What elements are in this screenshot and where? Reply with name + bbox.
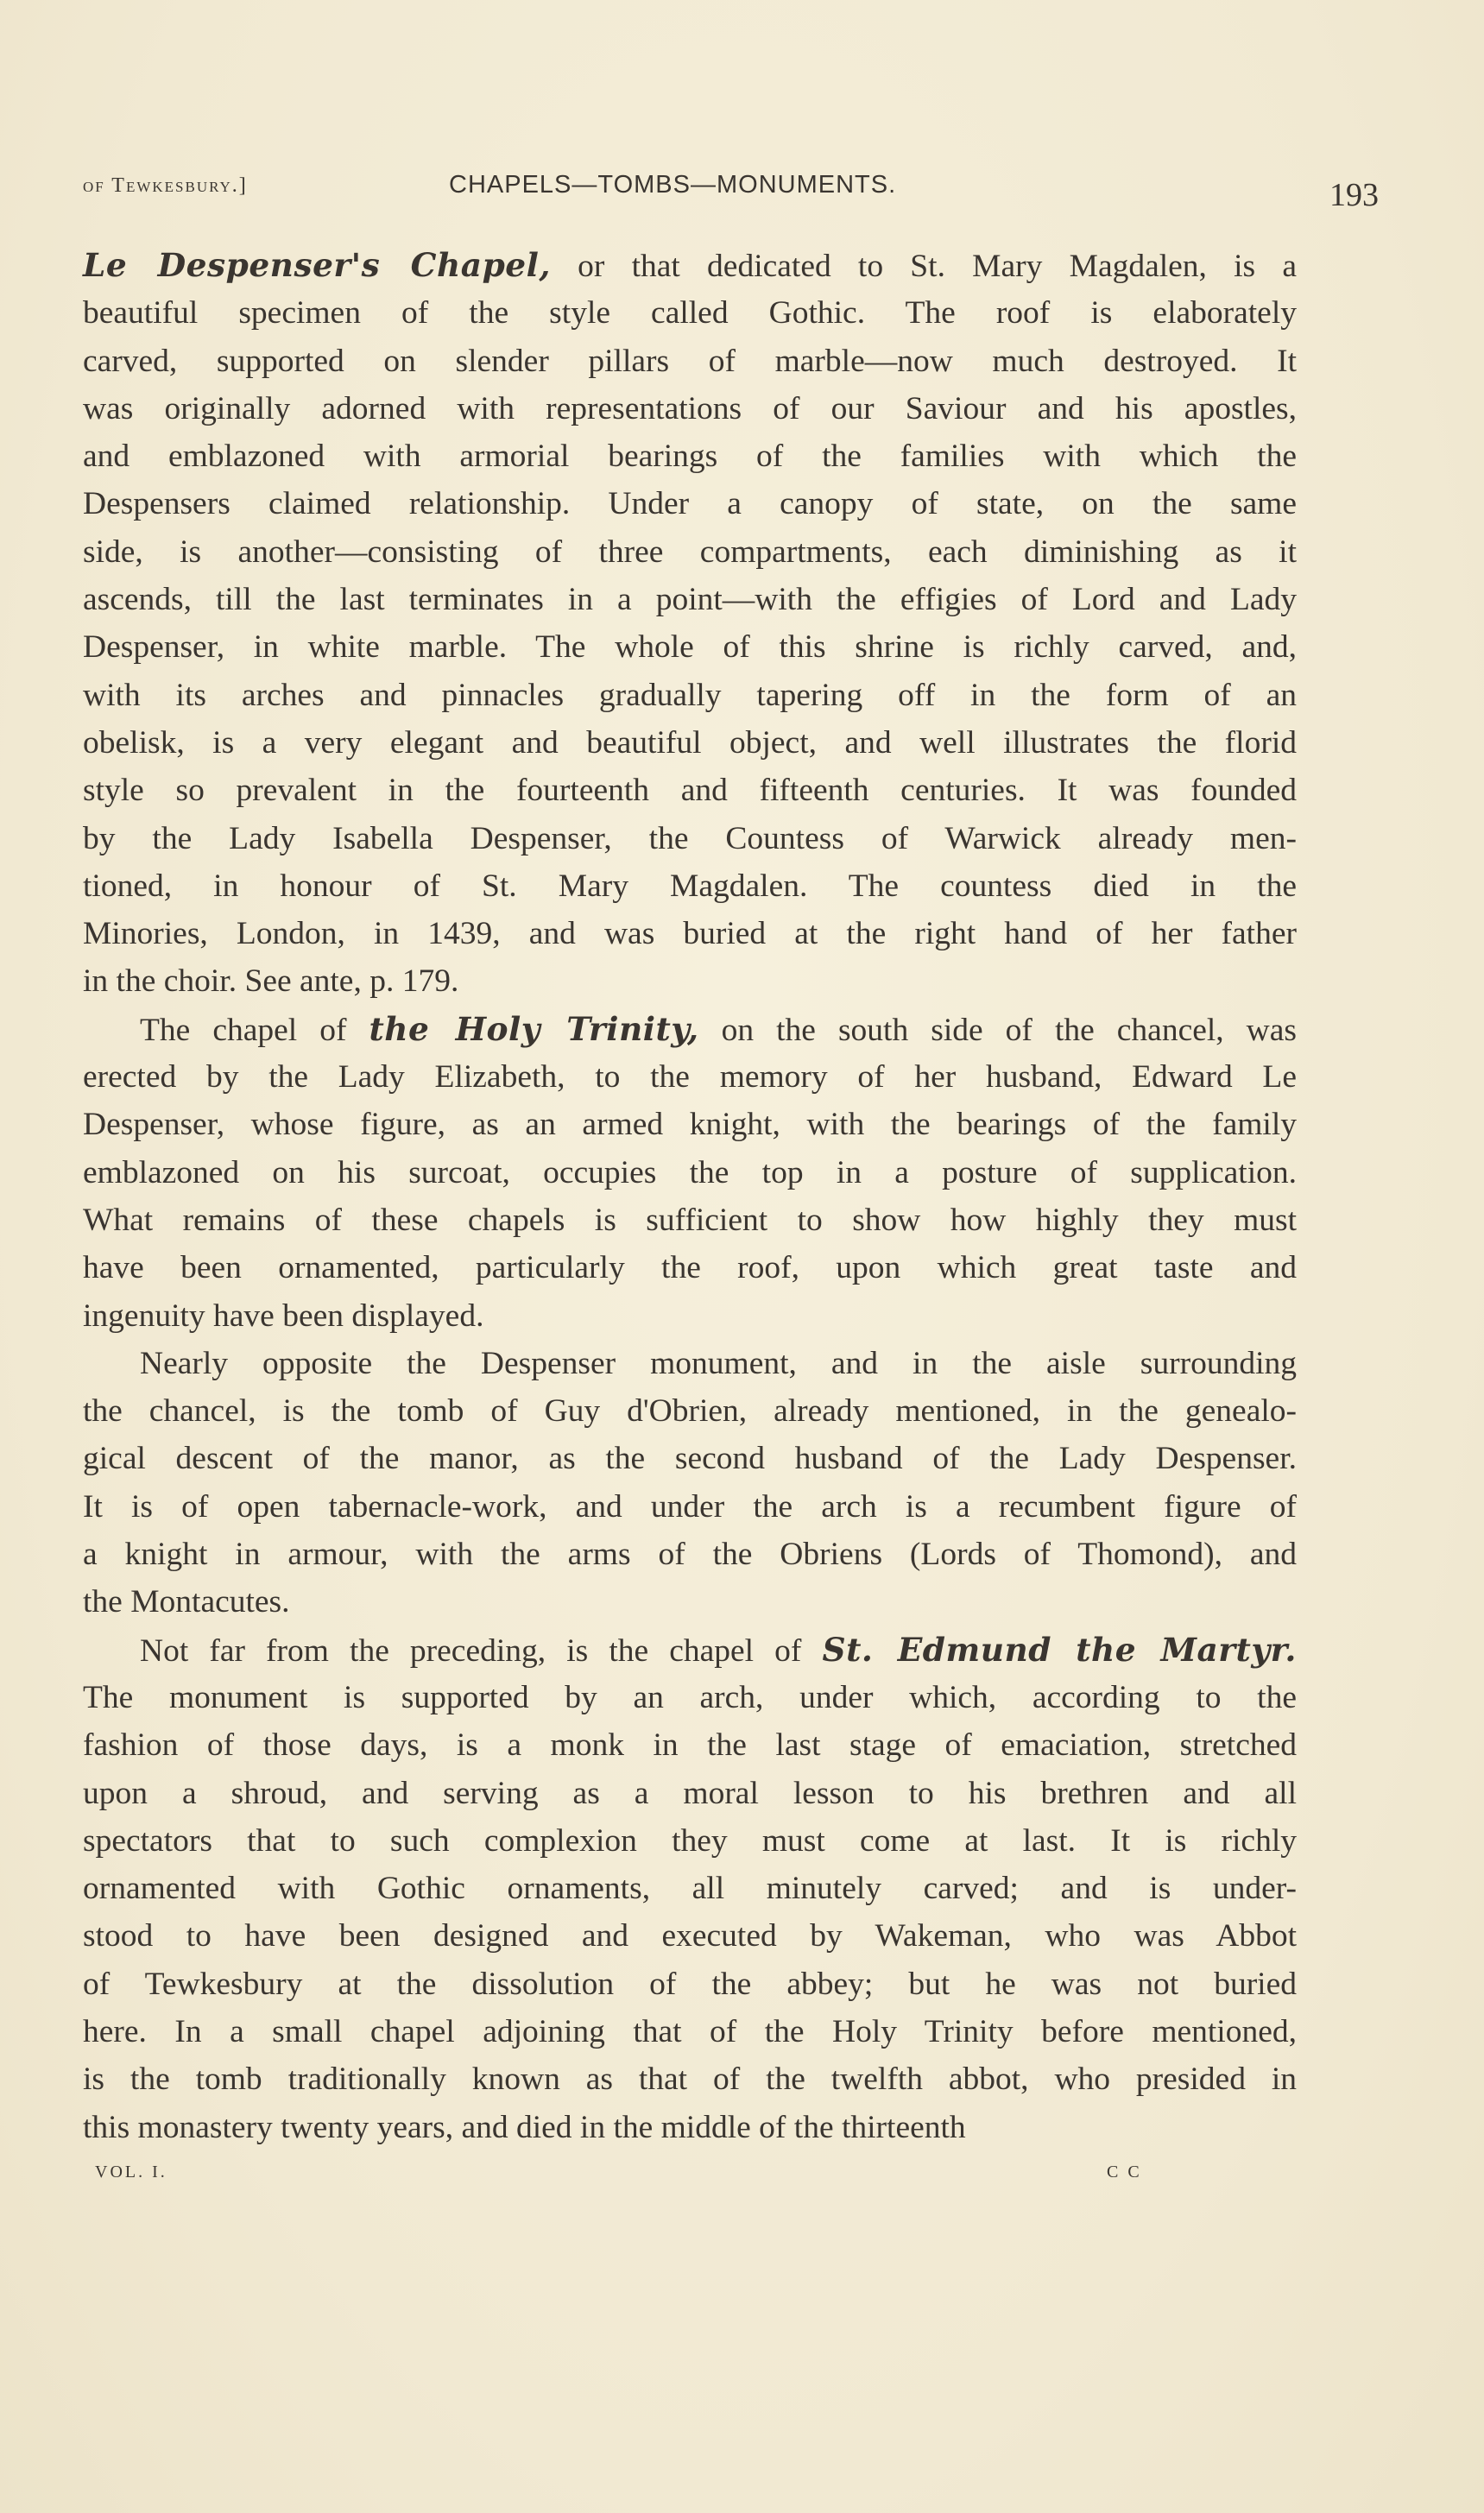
text-line: [83, 1483, 1297, 1531]
text-segment: Not far from the preceding, is the chapel of: [140, 1632, 823, 1669]
text-line: [83, 1149, 1297, 1197]
text-segment: beautiful specimen of the style called Gothic. The roof is elaborately: [83, 295, 1297, 331]
text-segment: Despensers claimed relationship. Under a canopy of state, on the same: [83, 486, 1297, 522]
volume-mark: VOL. I.: [95, 2163, 167, 2182]
running-head-left: of Tewkesbury.]: [83, 174, 248, 197]
text-line: [83, 1865, 1297, 1912]
text-line: [83, 1340, 1297, 1387]
running-head: [83, 171, 1379, 214]
text-segment: here. In a small chapel adjoining that of the Holy Trinity before mentioned,: [83, 2013, 1297, 2049]
text-segment: side, is another—consisting of three compartments, each diminishing as it: [83, 534, 1297, 570]
text-segment: of Tewkesbury at the dissolution of the abbey; but he was not buried: [83, 1966, 1297, 2002]
text-segment: carved, supported on slender pillars of marble—now much destroyed. It: [83, 343, 1297, 379]
text-segment: ascends, till the last terminates in a point—with the effigies of Lord and Lady: [83, 582, 1297, 618]
text-segment: spectators that to such complexion they must come at last. It is richly: [83, 1822, 1297, 1859]
text-segment: was originally adorned with representations of our Saviour and his apostles,: [83, 390, 1297, 426]
text-line: [83, 957, 1297, 1005]
running-head-title: CHAPELS—TOMBS—MONUMENTS.: [449, 171, 897, 199]
text-line: [83, 1435, 1297, 1482]
text-segment: gical descent of the manor, as the second husband of the Lady Despenser.: [83, 1441, 1297, 1477]
text-segment: ornamented with Gothic ornaments, all minutely carved; and is under-: [83, 1871, 1297, 1907]
text-line: [83, 1244, 1297, 1291]
text-line: [83, 1053, 1297, 1101]
text-line: [83, 338, 1297, 385]
blackletter-heading: the Holy Trinity,: [369, 1009, 699, 1048]
text-segment: The chapel of: [140, 1012, 369, 1048]
text-line: [83, 1674, 1297, 1721]
text-segment: tioned, in honour of St. Mary Magdalen. The countess died in the: [83, 868, 1297, 904]
text-segment: stood to have been designed and executed by Wakeman, who was Abbot: [83, 1918, 1297, 1954]
text-segment: by the Lady Isabella Despenser, the Countess of Warwick already men-: [83, 820, 1297, 856]
text-segment: the Montacutes.: [83, 1584, 290, 1620]
text-line: [83, 289, 1297, 337]
signature-mark: C C: [1107, 2163, 1142, 2182]
text-segment: The monument is supported by an arch, under which, according to the: [83, 1679, 1297, 1715]
text-line: [83, 528, 1297, 576]
text-segment: Minories, London, in 1439, and was buried at the right hand of her father: [83, 916, 1297, 952]
text-line: [83, 672, 1297, 719]
text-line: [83, 1721, 1297, 1769]
text-line: [83, 1006, 1297, 1053]
text-line: [83, 1387, 1297, 1435]
text-line: [83, 2008, 1297, 2055]
text-segment: a knight in armour, with the arms of the Obriens (Lords of Thomond), and: [83, 1537, 1297, 1573]
text-segment: or that dedicated to St. Mary Magdalen, is a: [550, 249, 1297, 284]
body-text: [83, 242, 1297, 2151]
text-line: [83, 1961, 1297, 2008]
blackletter-heading: St. Edmund the Martyr.: [822, 1630, 1297, 1669]
text-line: [83, 910, 1297, 957]
text-segment: this monastery twenty years, and died in the middle of the thirteenth: [83, 2109, 966, 2145]
text-segment: erected by the Lady Elizabeth, to the memory of her husband, Edward Le: [83, 1059, 1297, 1095]
text-segment: on the south side of the chancel, was: [698, 1012, 1297, 1048]
text-line: [83, 815, 1297, 862]
text-segment: It is of open tabernacle-work, and under the arch is a recumbent figure of: [83, 1488, 1297, 1525]
text-line: [83, 1817, 1297, 1865]
text-line: [83, 1770, 1297, 1817]
text-line: [83, 1292, 1297, 1340]
text-segment: in the choir. See ante, p. 179.: [83, 963, 459, 1000]
text-line: [83, 576, 1297, 623]
text-line: [83, 385, 1297, 433]
text-segment: ingenuity have been displayed.: [83, 1298, 484, 1334]
text-segment: style so prevalent in the fourteenth and fifteenth centuries. It was founded: [83, 773, 1297, 809]
page-number: 193: [1329, 177, 1379, 213]
blackletter-heading: Le Despenser's Chapel,: [83, 246, 551, 284]
text-segment: and emblazoned with armorial bearings of the families with which the: [83, 439, 1297, 475]
text-line: [83, 623, 1297, 671]
text-segment: upon a shroud, and serving as a moral lesson to his brethren and all: [83, 1775, 1297, 1811]
text-line: [83, 1197, 1297, 1244]
text-segment: have been ornamented, particularly the roof, upon which great taste and: [83, 1250, 1297, 1286]
text-segment: obelisk, is a very elegant and beautiful object, and well illustrates the florid: [83, 724, 1297, 761]
text-segment: Despenser, whose figure, as an armed knight, with the bearings of the family: [83, 1107, 1297, 1143]
text-line: [83, 1912, 1297, 1960]
text-line: [83, 1101, 1297, 1148]
text-segment: Despenser, in white marble. The whole of this shrine is richly carved, and,: [83, 629, 1297, 666]
text-segment: fashion of those days, is a monk in the last stage of emaciation, stretched: [83, 1727, 1297, 1764]
text-line: [83, 242, 1297, 289]
text-segment: What remains of these chapels is sufficient to show how highly they must: [83, 1202, 1297, 1238]
text-line: [83, 2055, 1297, 2103]
page-footer: [95, 2163, 1165, 2197]
text-segment: the chancel, is the tomb of Guy d'Obrien, already mentioned, in the genealo-: [83, 1393, 1297, 1430]
text-segment: with its arches and pinnacles gradually tapering off in the form of an: [83, 677, 1297, 713]
text-line: [83, 862, 1297, 910]
text-segment: is the tomb traditionally known as that of the twelfth abbot, who presided in: [83, 2062, 1297, 2098]
text-line: [83, 2104, 1297, 2151]
text-line: [83, 433, 1297, 480]
text-line: [83, 1531, 1297, 1578]
text-segment: Nearly opposite the Despenser monument, and in the aisle surrounding: [140, 1345, 1297, 1381]
text-line: [83, 719, 1297, 767]
text-line: [83, 480, 1297, 527]
text-line: [83, 1578, 1297, 1626]
text-line: [83, 767, 1297, 814]
text-segment: emblazoned on his surcoat, occupies the top in a posture of supplication.: [83, 1154, 1297, 1190]
text-line: [83, 1626, 1297, 1674]
